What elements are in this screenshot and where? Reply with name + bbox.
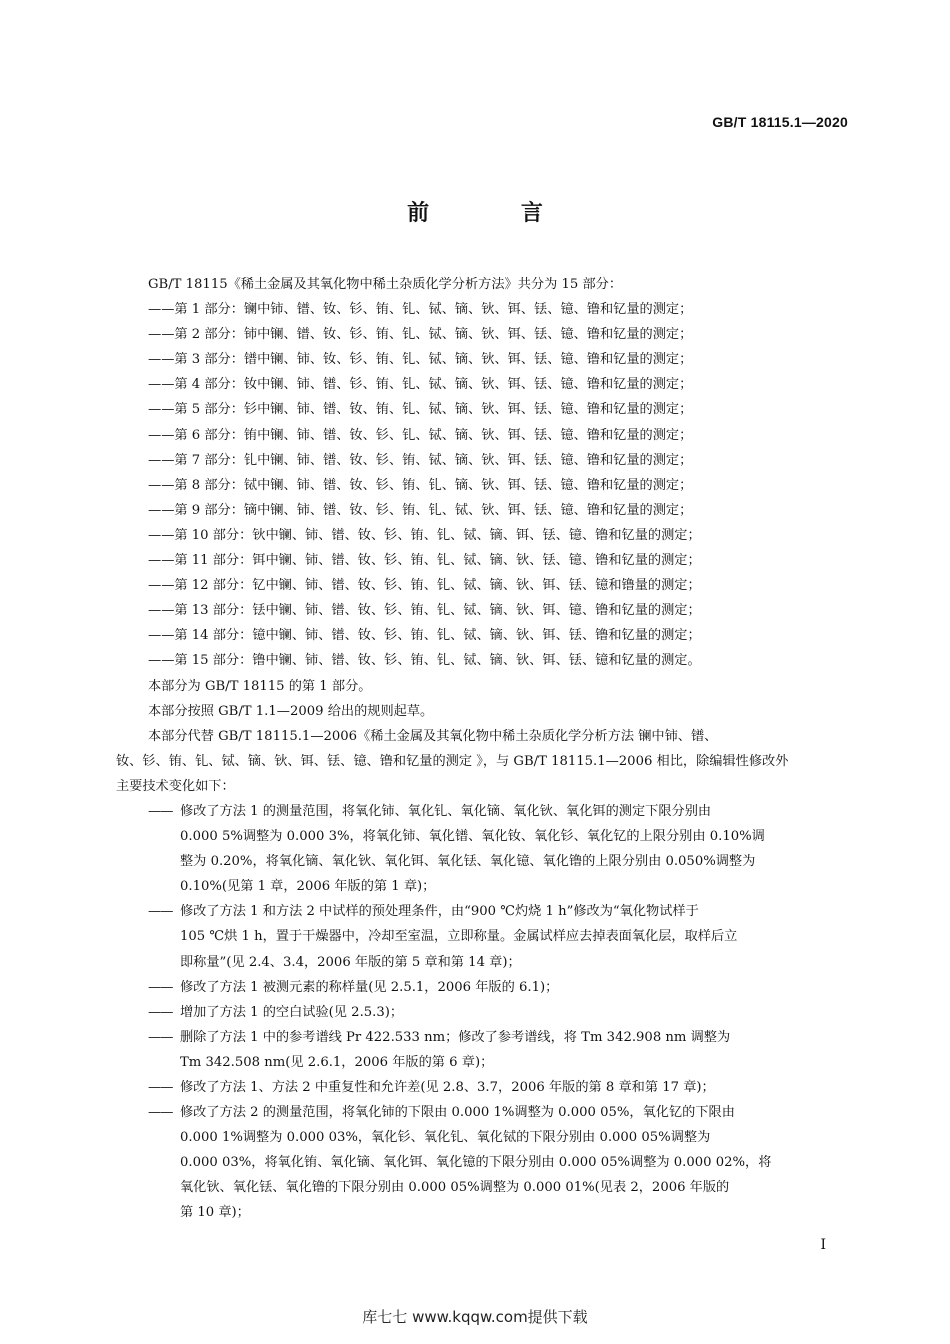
change-line: 0.10%(见第 1 章，2006 年版的第 1 章)； [180,879,436,895]
dash-marker: —— [148,904,173,920]
change-line: 即称量”(见 2.4、3.4，2006 年版的第 5 章和第 14 章)； [180,954,521,970]
drafting-rules-statement: 本部分按照 GB/T 1.1—2009 给出的规则起草。 [148,703,434,719]
change-item [116,1100,850,1225]
change-item [116,1000,850,1025]
change-line: 删除了方法 1 中的参考谱线 Pr 422.533 nm；修改了参考谱线，将 Tm 342.908 nm 调整为 [180,1029,731,1045]
page-number: I [820,1237,826,1253]
list-item: ——第 2 部分：铈中镧、镨、钕、钐、铕、钆、铽、镝、钬、铒、铥、镱、镥和钇量的测定； [148,327,693,343]
list-item: ——第 12 部分：钇中镧、铈、镨、钕、钐、铕、钆、铽、镝、钬、铒、铥、镱和镥量的测定； [148,578,701,594]
change-line: 0.000 1%调整为 0.000 03%，氧化钐、氧化钆、氧化铽的下限分别由 0.000 05%调整为 [180,1130,711,1146]
replacement-paragraph [116,724,850,799]
change-line: 0.000 5%调整为 0.000 3%，将氧化铈、氧化镨、氧化钕、氧化钐、氧化钇的上限分别由 0.10%调 [180,829,765,845]
change-line: 第 10 章)； [180,1205,250,1221]
standard-code: GB/T 18115.1—2020 [712,114,848,130]
change-item [116,899,850,974]
list-item: ——第 7 部分：钆中镧、铈、镨、钕、钐、铕、铽、镝、钬、铒、铥、镱、镥和钇量的测定； [148,452,693,468]
dash-marker: —— [148,1080,173,1095]
document-body [116,272,850,1226]
change-line: 修改了方法 2 的测量范围，将氧化铈的下限由 0.000 1%调整为 0.000 05%，氧化钇的下限由 [180,1105,735,1121]
change-line: 修改了方法 1 的测量范围，将氧化铈、氧化钆、氧化镝、氧化钬、氧化铒的测定下限分别由 [180,803,712,819]
list-item: ——第 10 部分：钬中镧、铈、镨、钕、钐、铕、钆、铽、镝、铒、铥、镱、镥和钇量的测定； [148,527,701,543]
list-item: ——第 9 部分：镝中镧、铈、镨、钕、钐、铕、钆、铽、钬、铒、铥、镱、镥和钇量的测定； [148,502,693,518]
dash-marker: —— [148,803,173,819]
list-item: ——第 3 部分：镨中镧、铈、钕、钐、铕、钆、铽、镝、钬、铒、铥、镱、镥和钇量的测定； [148,352,693,368]
list-item: ——第 13 部分：铥中镧、铈、镨、钕、钐、铕、钆、铽、镝、钬、铒、镱、镥和钇量的测定； [148,603,701,619]
changes-list [116,799,850,1226]
change-line: 氧化钬、氧化铥、氧化镥的下限分别由 0.000 05%调整为 0.000 01%(见表 2，2006 年版的 [180,1180,730,1196]
list-item: ——第 14 部分：镱中镧、铈、镨、钕、钐、铕、钆、铽、镝、钬、铒、铥、镥和钇量的测定； [148,628,701,644]
dash-marker: —— [148,1029,173,1045]
change-line: Tm 342.508 nm(见 2.6.1，2006 年版的第 6 章)； [180,1054,494,1070]
dash-marker: —— [148,1004,173,1020]
change-line: 整为 0.20%，将氧化镝、氧化钬、氧化铒、氧化铥、氧化镱、氧化镥的上限分别由 0.050%调整为 [180,854,756,870]
part-statement: 本部分为 GB/T 18115 的第 1 部分。 [148,678,372,694]
change-item [116,799,850,899]
parts-list [116,297,850,673]
change-line: 105 ℃烘 1 h，置于干燥器中，冷却至室温，立即称量。金属试样应去掉表面氧化层，取样后立 [180,929,738,945]
replacement-line: 主要技术变化如下： [116,778,235,794]
list-item: ——第 8 部分：铽中镧、铈、镨、钕、钐、铕、钆、镝、钬、铒、铥、镱、镥和钇量的测定； [148,477,693,493]
download-watermark: 库七七 www.kqqw.com提供下载 [362,1308,588,1326]
change-line: 修改了方法 1 和方法 2 中试样的预处理条件，由“900 ℃灼烧 1 h”修改为“氧化物试样于 [180,904,699,920]
list-item: ——第 5 部分：钐中镧、铈、镨、钕、铕、钆、铽、镝、钬、铒、铥、镱、镥和钇量的测定； [148,402,693,418]
list-item: ——第 6 部分：铕中镧、铈、镨、钕、钐、钆、铽、镝、钬、铒、铥、镱、镥和钇量的测定； [148,427,693,443]
change-item [116,975,850,1000]
page-title: 前 言 [407,201,585,226]
list-item: ——第 4 部分：钕中镧、铈、镨、钐、铕、钆、铽、镝、钬、铒、铥、镱、镥和钇量的测定； [148,377,693,393]
list-item: ——第 15 部分：镥中镧、铈、镨、钕、钐、铕、钆、铽、镝、钬、铒、铥、镱和钇量的测定。 [148,653,701,669]
replacement-line: 钕、钐、铕、钆、铽、镝、钬、铒、铥、镱、镥和钇量的测定 》，与 GB/T 18115.1—2006 相比，除编辑性修改外 [116,753,789,769]
change-line: 修改了方法 1、方法 2 中重复性和允许差(见 2.8、3.7，2006 年版的第 8 章和第 17 章)； [180,1080,715,1095]
list-item: ——第 11 部分：铒中镧、铈、镨、钕、钐、铕、钆、铽、镝、钬、铥、镱、镥和钇量的测定； [148,553,701,569]
list-item: ——第 1 部分：镧中铈、镨、钕、钐、铕、钆、铽、镝、钬、铒、铥、镱、镥和钇量的测定； [148,302,693,318]
change-item [116,1075,850,1100]
dash-marker: —— [148,979,173,995]
intro-paragraph: GB/T 18115《稀土金属及其氧化物中稀土杂质化学分析方法》共分为 15 部分： [148,277,623,292]
change-item [116,1025,850,1075]
change-line: 增加了方法 1 的空白试验(见 2.5.3)； [180,1004,404,1020]
change-line: 0.000 03%，将氧化铕、氧化镝、氧化铒、氧化镱的下限分别由 0.000 05%调整为 0.000 02%，将 [180,1155,772,1171]
change-line: 修改了方法 1 被测元素的称样量(见 2.5.1，2006 年版的 6.1)； [180,979,559,995]
replacement-line: 本部分代替 GB/T 18115.1—2006《稀土金属及其氧化物中稀土杂质化学分析方法 镧中铈、镨、 [148,728,718,744]
dash-marker: —— [148,1105,173,1121]
